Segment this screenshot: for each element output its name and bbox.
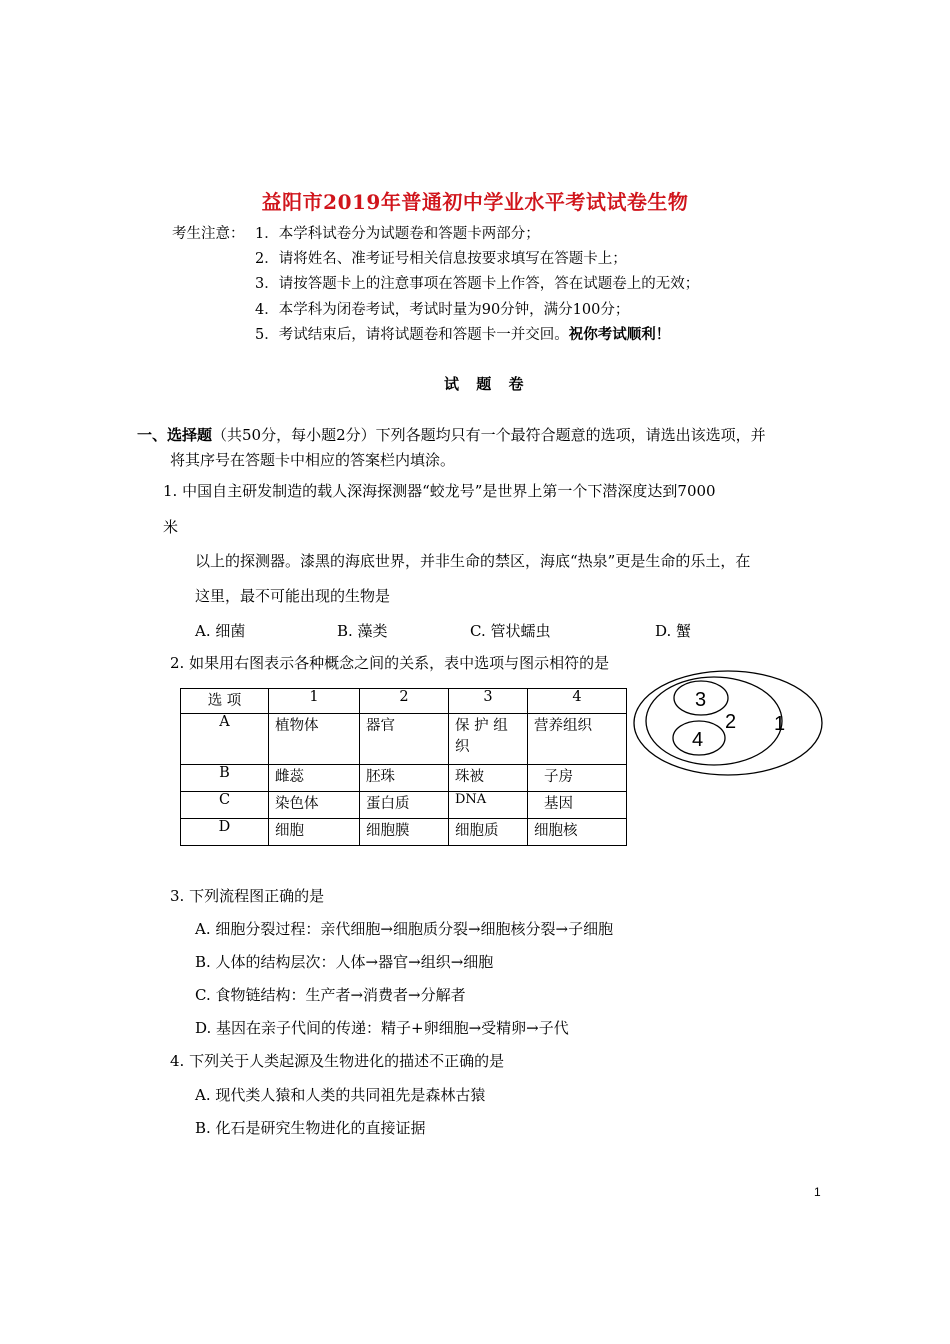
q1-option-a: A. 细菌 (195, 622, 246, 640)
notice-item-1: 1．本学科试卷分为试题卷和答题卡两部分； (255, 226, 540, 242)
table-cell: 珠被 (449, 765, 528, 792)
table-row (181, 765, 627, 792)
notice-label: 考生注意： (172, 226, 245, 242)
notice-item-5-text: 5．考试结束后，请将试题卷和答题卡一并交回。 (255, 327, 569, 343)
q1-option-c: C. 管状蠕虫 (470, 622, 551, 640)
diagram-label-2: 2 (725, 711, 737, 733)
q4-option-b: B. 化石是研究生物进化的直接证据 (195, 1119, 426, 1137)
diagram-label-3: 3 (695, 689, 707, 711)
table-cell: C (181, 792, 269, 819)
table-header-cell: 3 (449, 689, 528, 714)
table-cell: 细胞核 (528, 819, 627, 846)
part1-line1 (137, 424, 766, 445)
table-header-row (181, 689, 627, 714)
concept-venn-diagram (630, 668, 830, 780)
q1-line2: 米 (163, 518, 179, 536)
q1-line1: 1. 中国自主研发制造的载人深海探测器“蛟龙号”是世界上第一个下潜深度达到7000 (163, 482, 716, 500)
q4-option-a: A. 现代类人猿和人类的共同祖先是森林古猿 (195, 1086, 486, 1104)
table-cell: 细胞 (269, 819, 360, 846)
q1-option-d: D. 蟹 (655, 622, 692, 640)
part1-label: 一、选择题 (137, 426, 213, 444)
q3-stem: 3. 下列流程图正确的是 (170, 887, 325, 905)
table-cell: D (181, 819, 269, 846)
table-row (181, 792, 627, 819)
notice-wish: 祝你考试顺利！ (568, 326, 671, 343)
table-cell: 营养组织 (528, 714, 627, 765)
q2-stem: 2. 如果用右图表示各种概念之间的关系，表中选项与图示相符的是 (170, 654, 610, 672)
q1-line4: 这里，最不可能出现的生物是 (195, 587, 391, 605)
q2-options-table (180, 688, 627, 846)
q3-option-d: D. 基因在亲子代间的传递：精子+卵细胞→受精卵→子代 (195, 1019, 569, 1037)
q4-stem: 4. 下列关于人类起源及生物进化的描述不正确的是 (170, 1052, 505, 1070)
table-cell: A (181, 714, 269, 765)
notice-item-3: 3．请按答题卡上的注意事项在答题卡上作答，答在试题卷上的无效； (255, 276, 700, 292)
table-cell: 蛋白质 (360, 792, 449, 819)
page-number: 1 (814, 1185, 821, 1199)
q1-line3: 以上的探测器。漆黑的海底世界，并非生命的禁区，海底“热泉”更是生命的乐土，在 (195, 552, 751, 570)
table-cell: 染色体 (269, 792, 360, 819)
table-cell: 胚珠 (360, 765, 449, 792)
table-row (181, 714, 627, 765)
table-cell: 植物体 (269, 714, 360, 765)
diagram-label-4: 4 (692, 729, 704, 751)
table-header-cell: 选 项 (181, 689, 269, 714)
table-header-cell: 1 (269, 689, 360, 714)
part1-desc-line2: 将其序号在答题卡中相应的答案栏内填涂。 (170, 451, 456, 469)
part1-desc-line1: （共50分，每小题2分）下列各题均只有一个最符合题意的选项，请选出该选项，并 (212, 426, 766, 444)
q3-option-c: C. 食物链结构：生产者→消费者→分解者 (195, 986, 466, 1004)
exam-title: 益阳市2019年普通初中学业水平考试试卷生物 (261, 190, 689, 214)
table-cell: 子房 (528, 765, 627, 792)
table-cell: 器官 (360, 714, 449, 765)
table-cell: 细胞膜 (360, 819, 449, 846)
table-header-cell: 2 (360, 689, 449, 714)
table-cell: 雌蕊 (269, 765, 360, 792)
q1-option-b: B. 藻类 (337, 622, 388, 640)
notice-item-4: 4．本学科为闭卷考试，考试时量为90分钟，满分100分； (255, 302, 630, 318)
notice-item-2: 2．请将姓名、准考证号相关信息按要求填写在答题卡上； (255, 251, 627, 267)
table-row (181, 819, 627, 846)
table-cell: 保 护 组织 (449, 714, 528, 765)
table-cell: 基因 (528, 792, 627, 819)
section-heading: 试 题 卷 (444, 375, 530, 393)
table-cell: DNA (449, 792, 528, 819)
diagram-label-1: 1 (774, 713, 786, 735)
q3-option-a: A. 细胞分裂过程：亲代细胞→细胞质分裂→细胞核分裂→子细胞 (195, 920, 614, 938)
table-header-cell: 4 (528, 689, 627, 714)
table-cell: B (181, 765, 269, 792)
table-cell: 细胞质 (449, 819, 528, 846)
notice-item-5 (255, 323, 670, 344)
q3-option-b: B. 人体的结构层次：人体→器官→组织→细胞 (195, 953, 494, 971)
